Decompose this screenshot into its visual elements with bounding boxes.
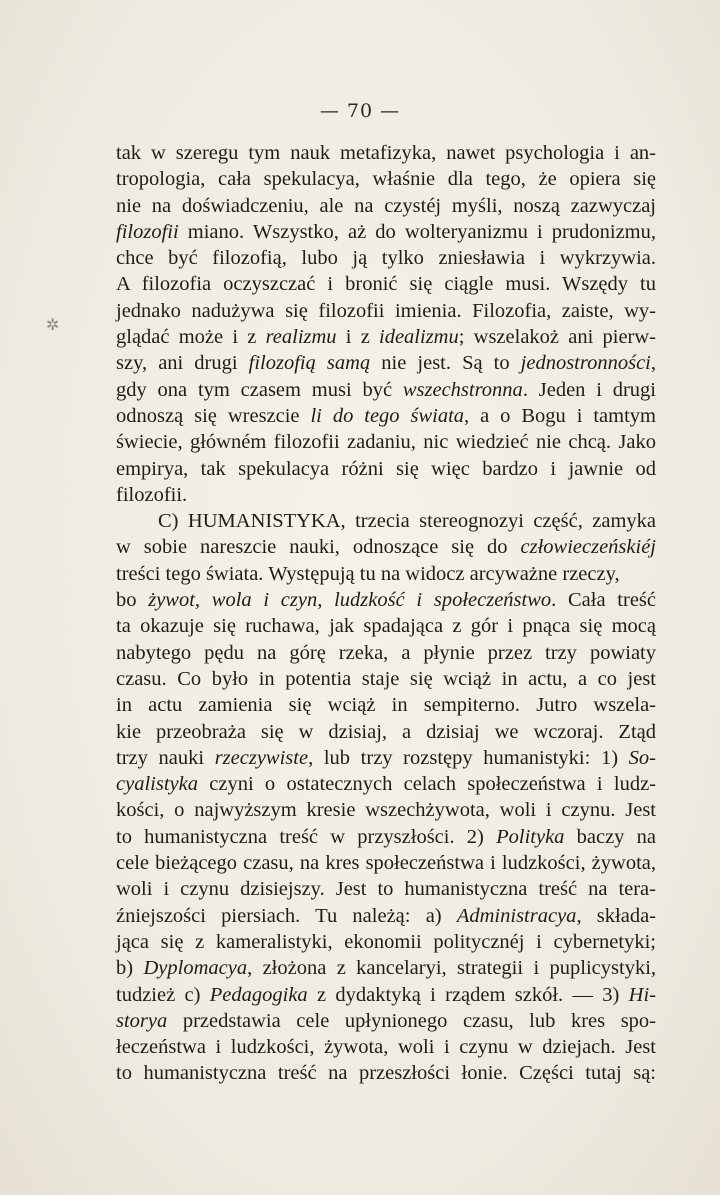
text-line: nie na doświadczeniu, ale na czystéj myśli, noszą zazwyczaj [116,194,656,217]
text-line: gdy ona tym czasem musi być wszechstronna. Jeden i drugi [116,378,656,401]
text-line: tropologia, cała spekulacya, właśnie dla tego, że opiera się [116,168,656,191]
ink-smudge: ✲ [46,315,60,334]
page-number: — 70 — [319,100,401,122]
text-line: kie przeobraża się w dzisiaj, a dzisiaj we wczoraj. Ztąd [116,720,656,743]
text-line: to humanistyczna treść w przyszłości. 2) Polityka baczy na [116,825,656,848]
text-line: in actu zamienia się wciąż in sempiterno. Jutro wszela- [116,694,656,717]
body-text [116,140,656,1087]
text-line: źniejszości piersiach. Tu należą: a) Administracya, składa- [116,904,656,927]
text-line: kości, o najwyższym kresie wszechżywota, woli i czynu. Jest [116,799,656,822]
text-line: bo żywot, wola i czyn, ludzkość i społeczeństwo. Cała treść [116,589,657,612]
text-line: chce być filozofią, lubo ją tylko zniesławia i wykrzywia. [116,247,656,270]
text-line: cele bieżącego czasu, na kres społeczeństwa i ludzkości, żywota, [116,852,656,875]
text-line: to humanistyczna treść na przeszłości łonie. Części tutaj są: [116,1062,656,1085]
text-line: storya przedstawia cele upłynionego czasu, lub kres spo- [116,1009,656,1032]
text-line: A filozofia oczyszczać i bronić się ciągle musi. Wszędy tu [116,273,656,296]
text-line: b) Dyplomacya, złożona z kancelaryi, strategii i puplicystyki, [116,957,657,980]
text-line: ta okazuje się ruchawa, jak spadająca z gór i pnąca się mocą [116,615,656,638]
text-line: w sobie nareszcie nauki, odnoszące się do człowieczeńskiéj [116,536,656,559]
text-line: odnoszą się wreszcie li do tego świata, a o Bogu i tamtym [116,404,656,427]
text-line: treści tego świata. Występują tu na widocz arcyważne rzeczy, [116,562,620,585]
text-line: nabytego pędu na górę rzeka, a płynie przez trzy powiaty [116,641,656,664]
text-line: jąca się z kameralistyki, ekonomii politycznéj i cybernetyki; [116,930,656,953]
text-line: świecie, główném filozofii zadaniu, nic wiedzieć nie chcą. Jako [116,431,656,454]
text-line: filozofii. [116,483,188,506]
text-line: tudzież c) Pedagogika z dydaktyką i rządem szkół. — 3) Hi- [116,983,656,1006]
text-line: glądać może i z realizmu i z idealizmu; wszelakoż ani pierw- [116,326,657,349]
text-line: trzy nauki rzeczywiste, lub trzy rozstępy humanistyki: 1) So- [116,746,656,769]
text-line: cyalistyka czyni o ostatecznych celach społeczeństwa i ludz- [116,773,656,796]
text-line: woli i czynu dzisiejszy. Jest to humanistyczna treść na tera- [116,878,656,901]
text-line: łeczeństwa i ludzkości, żywota, woli i czynu w dziejach. Jest [116,1036,656,1059]
text-line: empirya, tak spekulacya różni się więc bardzo i jawnie od [116,457,656,480]
text-line: tak w szeregu tym nauk metafizyka, nawet psychologia i an- [116,142,656,164]
text-line: czasu. Co było in potentia staje się wciąż in actu, a co jest [116,667,656,690]
text-line: C) HUMANISTYKA, trzecia stereognozyi część, zamyka [158,510,656,533]
text-line: szy, ani drugi filozofią samą nie jest. Są to jednostronności, [116,352,656,375]
text-line: filozofii miano. Wszystko, aż do wolteryanizmu i prudonizmu, [116,220,656,243]
text-line: jednako nadużywa się filozofii imienia. Filozofia, zaiste, wy- [116,299,656,322]
